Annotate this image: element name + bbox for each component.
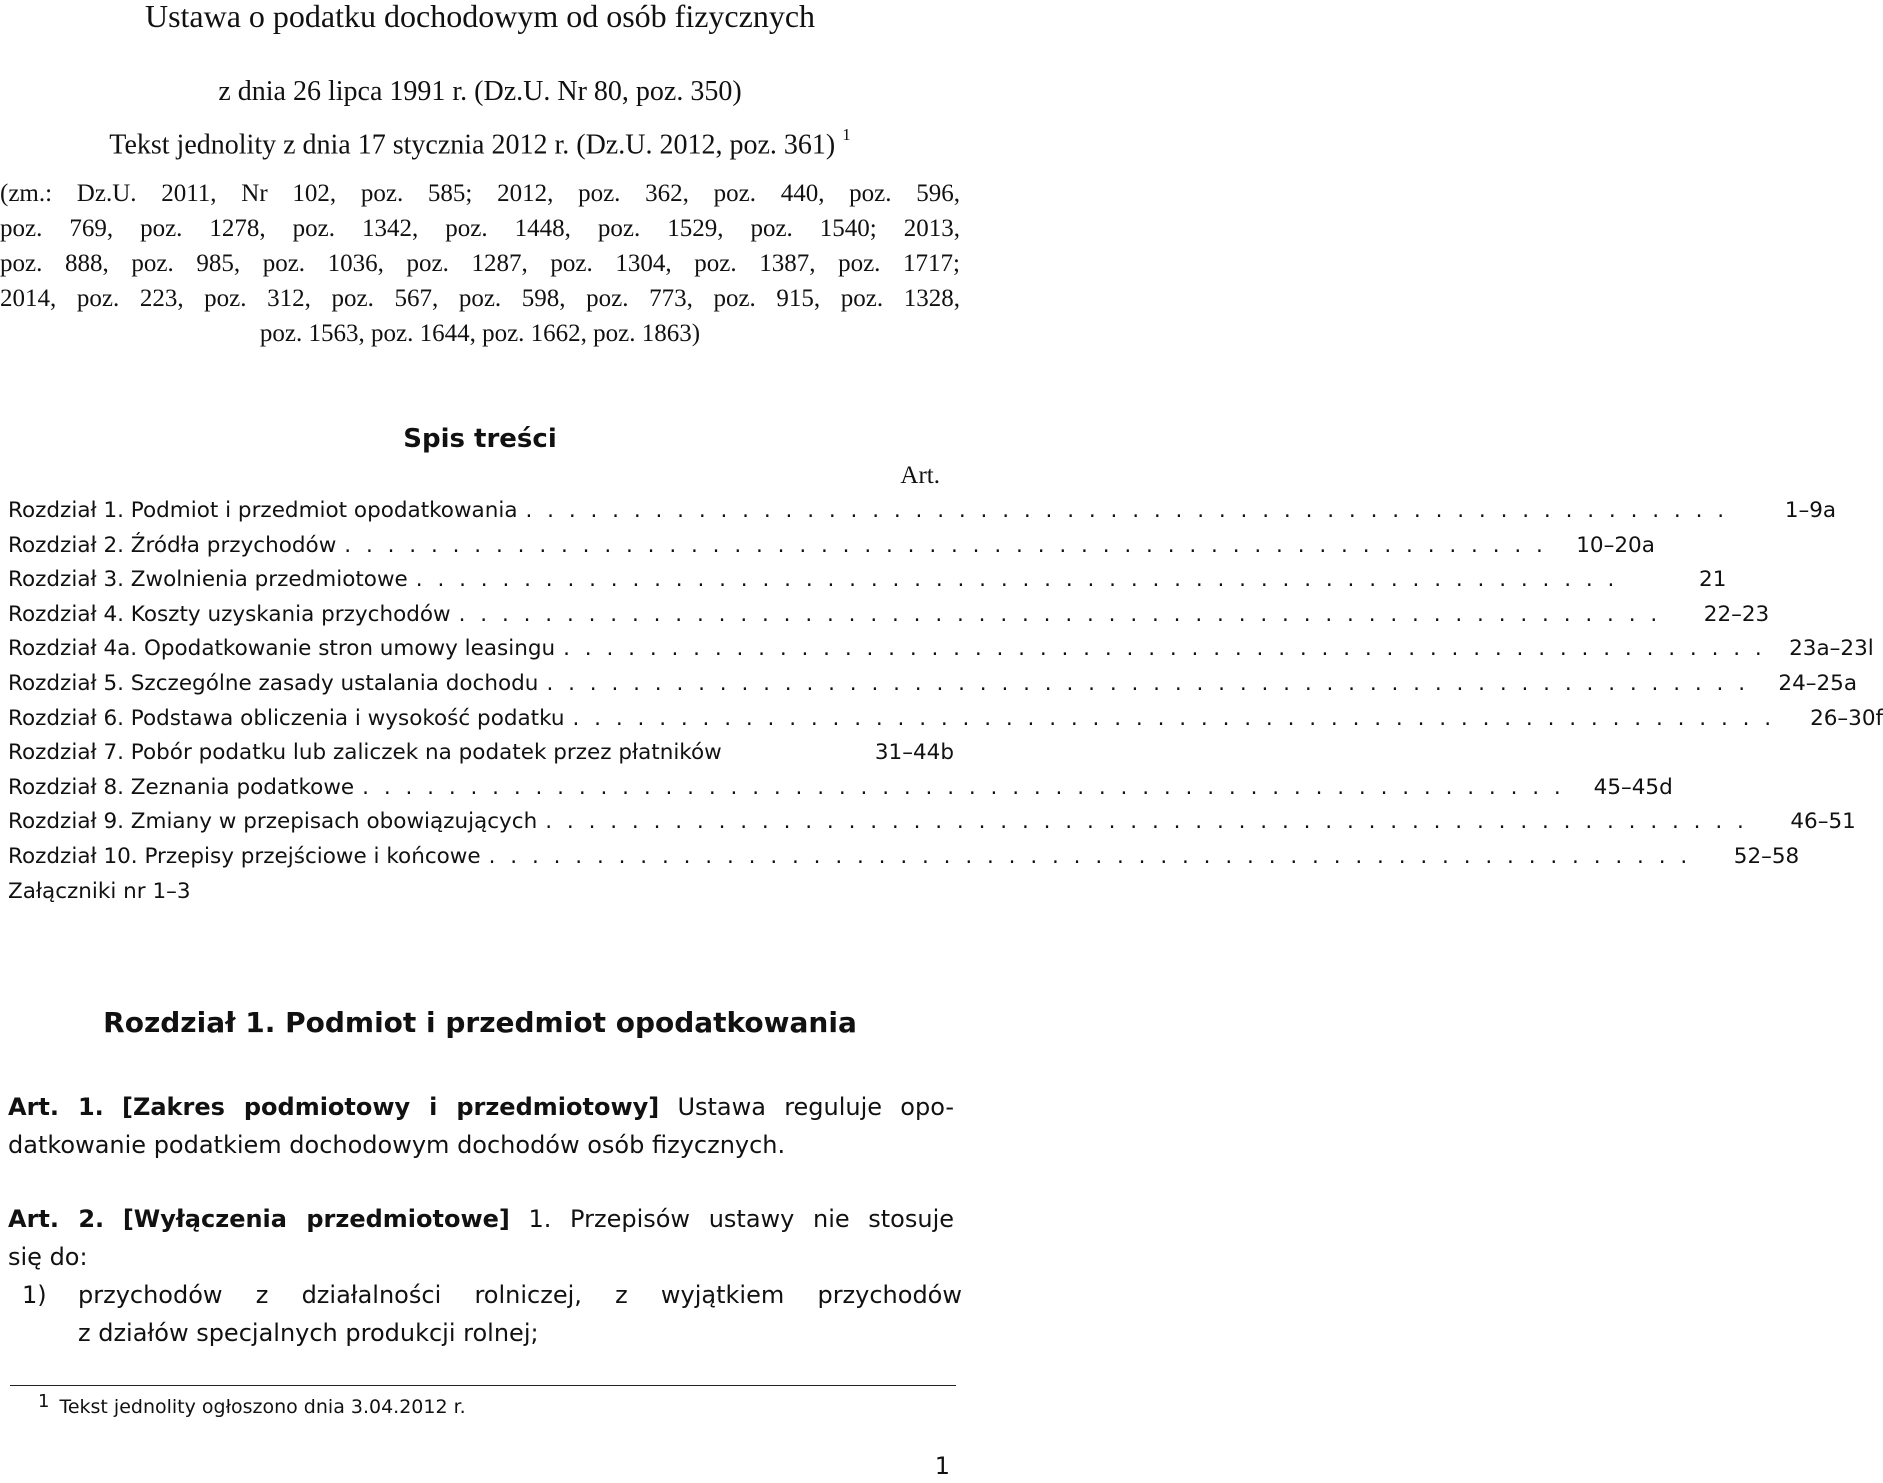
toc-leader-dots: . . . . . . . . . . . . . . . . . . . . . . . . . . . . . . . . . . . . . . . . . . . . . . . . . . . . . . . . <box>362 774 1565 800</box>
toc-entry-articles: 24–25a <box>1778 670 1858 696</box>
article-2-number: Art. 2. <box>8 1205 105 1233</box>
document-title: Ustawa o podatku dochodowym od osób fizycznych <box>144 0 816 34</box>
toc-entry[interactable] <box>8 840 1800 875</box>
toc-leader-dots: . . . . . . . . . . . . . . . . . . . . . . . . . . . . . . . . . . . . . . . . . . . . . . . . . . . . . . . . <box>415 567 1619 593</box>
toc-entry[interactable] <box>8 632 1874 667</box>
toc-entry[interactable] <box>8 563 1727 598</box>
article-2-text: 1. Przepisów ustawy nie stosuje <box>528 1205 954 1233</box>
enactment-date-line: z dnia 26 lipca 1991 r. (Dz.U. Nr 80, poz. 350) <box>218 76 742 107</box>
footnote-marker: 1 <box>38 1391 50 1412</box>
toc-entry-label: Rozdział 8. Zeznania podatkowe <box>8 774 355 800</box>
article-2-line <box>8 1200 954 1238</box>
toc-entry-articles: 52–58 <box>1733 843 1800 869</box>
toc-entry[interactable] <box>8 771 1673 806</box>
page-number: 1 <box>934 1452 950 1480</box>
toc-entry[interactable] <box>8 529 1655 564</box>
toc-entry-label: Rozdział 6. Podstawa obliczenia i wysokość podatku <box>8 705 565 731</box>
toc-entry-label: Załączniki nr 1–3 <box>8 878 191 904</box>
article-2-item-1 <box>22 1276 962 1352</box>
article-1-line <box>8 1088 954 1126</box>
table-of-contents <box>8 494 1883 909</box>
toc-art-column-header: Art. <box>900 462 940 489</box>
footnote-reference: 1 <box>842 125 851 144</box>
toc-entry-articles: 21 <box>1699 567 1727 593</box>
article-2-title: [Wyłączenia przedmiotowe] <box>122 1205 510 1233</box>
toc-entry[interactable] <box>8 736 954 771</box>
toc-entry-label: Rozdział 2. Źródła przychodów <box>8 532 337 558</box>
toc-entry-label: Rozdział 9. Zmiany w przepisach obowiązujących <box>8 809 538 835</box>
toc-entry-label: Rozdział 7. Pobór podatku lub zaliczek na podatek przez płatników <box>8 740 722 766</box>
consolidated-text: Tekst jednolity z dnia 17 stycznia 2012 r. (Dz.U. 2012, poz. 361) <box>109 129 836 161</box>
footnote-text: Tekst jednolity ogłoszono dnia 3.04.2012 r. <box>59 1396 466 1418</box>
toc-entry-label: Rozdział 3. Zwolnienia przedmiotowe <box>8 567 408 593</box>
toc-entry[interactable] <box>8 805 1856 840</box>
amendments-line: 2014, poz. 223, poz. 312, poz. 567, poz. 598, poz. 773, poz. 915, poz. 1328, <box>0 285 960 312</box>
item-line: z działów specjalnych produkcji rolnej; <box>78 1319 539 1347</box>
toc-title: Spis treści <box>403 424 557 454</box>
toc-leader-dots: . . . . . . . . . . . . . . . . . . . . . . . . . . . . . . . . . . . . . . . . . . . . . . . . . . . . . . . . <box>563 636 1766 662</box>
amendments-line: poz. 769, poz. 1278, poz. 1342, poz. 1448, poz. 1529, poz. 1540; 2013, <box>0 215 960 242</box>
toc-leader-dots: . . . . . . . . . . . . . . . . . . . . . . . . . . . . . . . . . . . . . . . . . . . . . . . . . . . . . . . . <box>458 601 1662 627</box>
toc-entry[interactable] <box>8 598 1770 633</box>
amendments-line: poz. 1563, poz. 1644, poz. 1662, poz. 1863) <box>259 320 701 347</box>
toc-entry-articles: 1–9a <box>1784 498 1837 523</box>
chapter-heading: Rozdział 1. Podmiot i przedmiot opodatkowania <box>103 1006 857 1039</box>
toc-leader-dots: . . . . . . . . . . . . . . . . . . . . . . . . . . . . . . . . . . . . . . . . . . . . . . . . . . . . . . . . <box>546 670 1750 696</box>
toc-entry[interactable] <box>8 702 1883 737</box>
toc-entry-articles: 45–45d <box>1593 774 1673 800</box>
toc-entry-label: Rozdział 1. Podmiot i przedmiot opodatkowania <box>8 498 518 523</box>
article-1-number: Art. 1. <box>8 1093 104 1121</box>
footnote <box>38 1391 466 1418</box>
toc-leader-dots: . . . . . . . . . . . . . . . . . . . . . . . . . . . . . . . . . . . . . . . . . . . . . . . . . . . . . . . . <box>344 532 1547 558</box>
article-1-text: Ustawa reguluje opo- <box>677 1093 954 1121</box>
article-1-line: datkowanie podatkiem dochodowym dochodów osób fizycznych. <box>8 1131 786 1159</box>
footnote-divider <box>10 1385 956 1386</box>
amendments-line: (zm.: Dz.U. 2011, Nr 102, poz. 585; 2012, poz. 362, poz. 440, poz. 596, <box>0 180 960 207</box>
amendments-list <box>0 176 960 351</box>
toc-leader-dots: . . . . . . . . . . . . . . . . . . . . . . . . . . . . . . . . . . . . . . . . . . . . . . . . . . . . . . . . <box>572 705 1776 731</box>
article-2 <box>8 1200 954 1276</box>
toc-entry-articles: 23a–23l <box>1789 636 1874 662</box>
toc-entry[interactable] <box>8 667 1858 702</box>
toc-entry-articles: 31–44b <box>874 740 954 766</box>
toc-leader-dots: . . . . . . . . . . . . . . . . . . . . . . . . . . . . . . . . . . . . . . . . . . . . . . . . . . . . . . . . <box>488 843 1692 869</box>
toc-entry-label: Rozdział 4. Koszty uzyskania przychodów <box>8 601 451 627</box>
toc-entry-label: Rozdział 4a. Opodatkowanie stron umowy leasingu <box>8 636 556 662</box>
toc-entry-label: Rozdział 10. Przepisy przejściowe i końcowe <box>8 843 481 869</box>
toc-entry-articles: 46–51 <box>1790 809 1856 835</box>
article-2-line: się do: <box>8 1243 88 1271</box>
toc-entry[interactable] <box>8 875 954 910</box>
toc-entry[interactable] <box>8 494 1837 529</box>
toc-entry-articles: 10–20a <box>1576 532 1655 558</box>
toc-leader-dots: . . . . . . . . . . . . . . . . . . . . . . . . . . . . . . . . . . . . . . . . . . . . . . . . . . . . . . . . <box>545 809 1748 835</box>
toc-entry-articles: 22–23 <box>1703 601 1770 627</box>
item-line: przychodów z działalności rolniczej, z wyjątkiem przychodów <box>78 1281 962 1309</box>
toc-leader-dots: . . . . . . . . . . . . . . . . . . . . . . . . . . . . . . . . . . . . . . . . . . . . . . . . . . . . . . . . <box>525 498 1729 523</box>
article-1 <box>8 1088 954 1164</box>
item-number: 1) <box>22 1281 47 1309</box>
article-1-title: [Zakres podmiotowy i przedmiotowy] <box>121 1093 660 1121</box>
amendments-line: poz. 888, poz. 985, poz. 1036, poz. 1287, poz. 1304, poz. 1387, poz. 1717; <box>0 250 960 277</box>
consolidated-text-line <box>0 125 960 161</box>
toc-entry-label: Rozdział 5. Szczególne zasady ustalania dochodu <box>8 670 539 696</box>
toc-entry-articles: 26–30f <box>1810 705 1883 731</box>
